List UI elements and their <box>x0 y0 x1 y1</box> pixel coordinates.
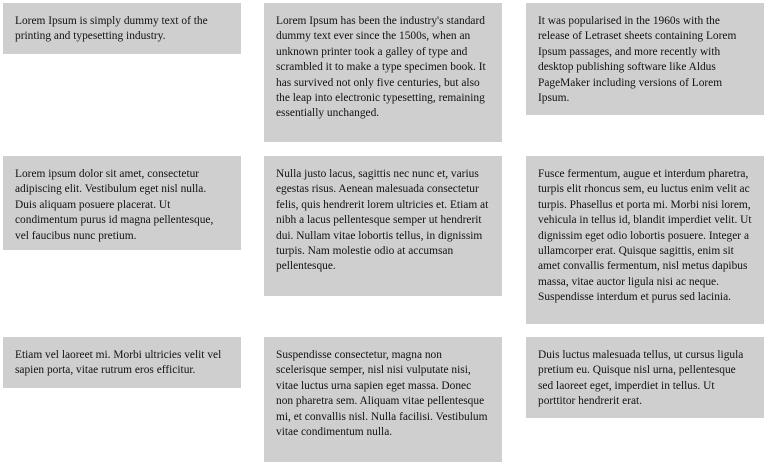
card-text: Nulla justo lacus, sagittis nec nunc et, varius egestas risus. Aenean malesuada consectetur felis, quis hendrerit lorem ultricies et. Etiam at nibh a lacus pellentesque semper ut hendrerit dui. Nullam vitae lobortis tellus, in dignissim turpis. Nam molestie odio at accumsan pellentesque. <box>276 168 489 273</box>
text-card-3 <box>526 3 764 115</box>
text-card-2 <box>264 3 502 142</box>
card-text: It was popularised in the 1960s with the release of Letraset sheets containing Lorem Ipsum passages, and more recently with desktop publishing software like Aldus PageMaker including versions of Lorem Ipsum. <box>538 15 737 105</box>
card-text: Lorem ipsum dolor sit amet, consectetur adipiscing elit. Vestibulum eget nisl nulla. Duis aliquam posuere placerat. Ut condimentum purus id magna pellentesque, vel faucibus nunc pretium. <box>15 168 214 242</box>
card-text: Duis luctus malesuada tellus, ut cursus ligula pretium eu. Quisque nisl urna, pellentesque sed laoreet eget, imperdiet in tellus. Ut porttitor hendrerit erat. <box>538 349 744 408</box>
text-card-5 <box>264 156 502 296</box>
text-card-7 <box>3 337 241 388</box>
card-text: Etiam vel laoreet mi. Morbi ultricies velit vel sapien porta, vitae rutrum eros efficitur. <box>15 349 222 377</box>
text-card-6 <box>526 156 764 324</box>
card-text: Fusce fermentum, augue et interdum pharetra, turpis elit rhoncus sem, eu luctus enim velit ac turpis. Phasellus et porta mi. Morbi nisi lorem, vehicula in tellus id, blandit imperdiet velit. Ut dignissim eget odio lobortis posuere. Integer a ullamcorper erat. Quisque sagittis, enim sit amet convallis fermentum, nisl metus dapibus massa, vitae auctor ligula nisi ac neque. Suspendisse interdum et purus sed lacinia. <box>538 168 752 304</box>
text-card-1 <box>3 3 241 54</box>
card-text: Lorem Ipsum is simply dummy text of the printing and typesetting industry. <box>15 15 208 43</box>
card-text: Suspendisse consectetur, magna non scelerisque semper, nisl nisi vulputate nisi, vitae luctus urna sapien eget massa. Donec non pharetra sem. Aliquam vitae pellentesque mi, et convallis nisl. Nulla facilisi. Vestibulum vitae condimentum nulla. <box>276 349 488 439</box>
card-text: Lorem Ipsum has been the industry's standard dummy text ever since the 1500s, when an unknown printer took a galley of type and scrambled it to make a type specimen book. It has survived not only five centuries, but also the leap into electronic typesetting, remaining essentially unchanged. <box>276 15 486 120</box>
text-card-8 <box>264 337 502 462</box>
text-card-9 <box>526 337 764 418</box>
text-card-4 <box>3 156 241 250</box>
